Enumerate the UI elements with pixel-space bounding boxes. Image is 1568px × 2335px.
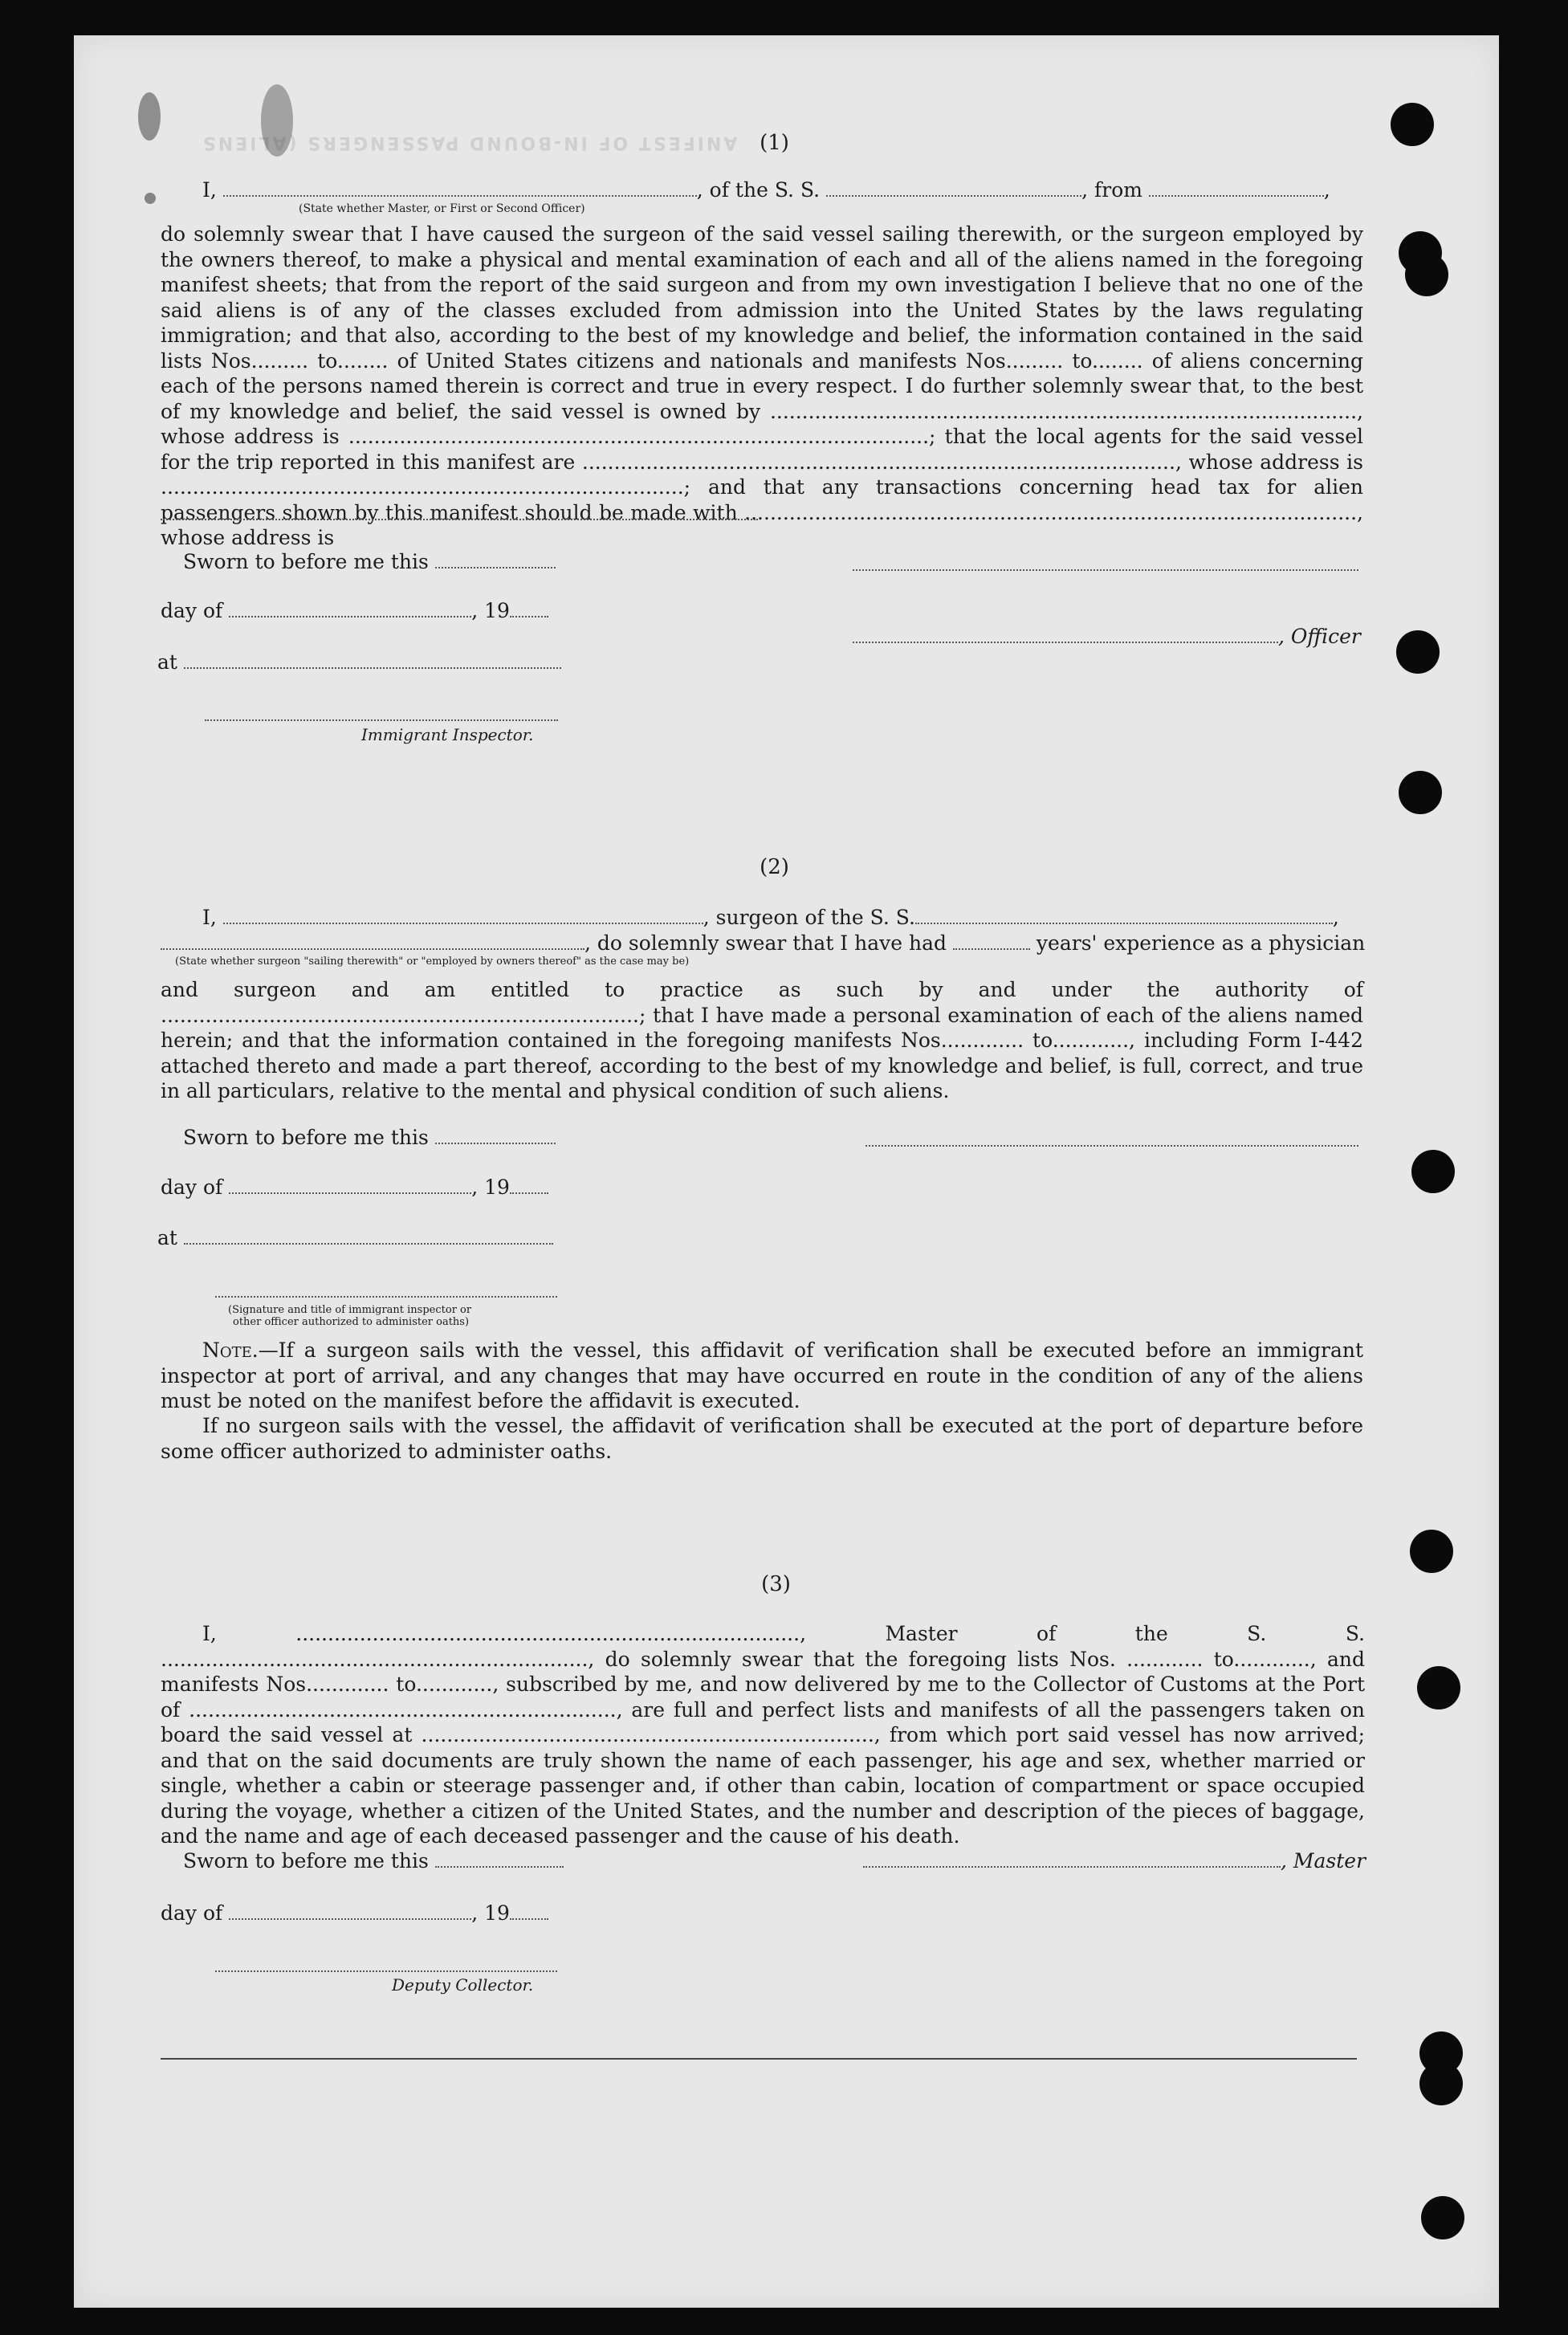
section-2-surgeon-signature-blank: [865, 1143, 1358, 1147]
years-text: years' experience as a physician: [1036, 931, 1366, 955]
day-of-label: day of: [161, 599, 223, 622]
sworn-label: Sworn to before me this: [183, 1126, 429, 1149]
section-2-note: [161, 1338, 1363, 1414]
oath-from: , from: [1081, 178, 1142, 202]
section-1-officer-title: [853, 625, 1361, 648]
section-2-sworn: [183, 1126, 556, 1149]
officer-name-blank: [223, 181, 697, 197]
from-port-blank: [1149, 181, 1324, 197]
officer-label: , Officer: [1278, 625, 1361, 648]
bottom-rule: [161, 2058, 1357, 2060]
vessel-name-blank: [826, 181, 1081, 197]
section-3-sworn: [183, 1849, 564, 1872]
at-label: at: [157, 1226, 177, 1249]
line-end: ,: [1332, 906, 1339, 929]
year-label: , 19: [471, 1901, 510, 1925]
section-1-number: (1): [760, 131, 789, 155]
year-blank: [510, 1178, 548, 1194]
at-place-blank: [184, 653, 561, 669]
signature-note-line-2: other officer authorized to administer oaths): [233, 1316, 470, 1328]
punch-hole: [1396, 630, 1440, 674]
signature-note-line-1: (Signature and title of immigrant inspector or: [228, 1304, 472, 1316]
section-3-number: (3): [761, 1572, 791, 1596]
note-text: —If a surgeon sails with the vessel, this affidavit of verification shall be executed before an immigrant inspector at port of arrival, and any changes that may have occurred en route in the condition of any of the aliens must be noted on the manifest before the affidavit is executed.: [161, 1339, 1363, 1412]
deputy-collector-caption: Deputy Collector.: [392, 1975, 534, 1995]
section-2-line-1: [202, 906, 1339, 929]
section-1-officer-note: (State whether Master, or First or Second Officer): [299, 202, 585, 215]
note-label: Note.: [202, 1339, 259, 1362]
sworn-day-blank: [435, 1852, 564, 1868]
section-1-body: do solemnly swear that I have caused the surgeon of the said vessel sailing therewith, or the surgeon employed by the owners thereof, to make a physical and mental examination of each and all of the aliens named in the foregoing manifest sheets; that from the report of the said surgeon and from my own investigation I believe that no one of the said aliens is of any of the classes excluded from admission into the United States by the laws regulating immigration; and that also, according to the best of my knowledge and belief, the information contained in the said lists Nos......... to........ of United States citizens and nationals and manifests Nos......... to........ of aliens concerning each of the persons named therein is correct and true in every respect. I do further solemnly swear that, to the best of my knowledge and belief, the said vessel is owned by ............................................................................................, whose address is ...........................................................................................; that the local agents for the said vessel for the trip reported in this manifest are ............................................................................................., whose address is ..................................................................................; and that any transactions concerning head tax for alien passengers shown by this manifest should be made with ................................................................................................, whose address is: [161, 222, 1363, 549]
section-1-day-of: [161, 599, 548, 622]
section-2-day-of: [161, 1176, 548, 1199]
oath-end: ,: [1323, 178, 1330, 202]
deputy-collector-signature-blank: [215, 1969, 557, 1972]
section-3-master: [863, 1849, 1366, 1872]
month-blank: [229, 1904, 471, 1920]
year-blank: [510, 601, 548, 617]
section-2-body: and surgeon and am entitled to practice as such by and under the authority of ...........................................................................; that I have made a personal examination of each of the aliens named herein; and that the information contained in the foregoing manifests Nos............. to............, including Form I-442 attached thereto and made a part thereof, according to the best of my knowledge and belief, is full, correct, and true in all particulars, relative to the mental and physical condition of such aliens.: [161, 978, 1363, 1102]
section-1-oath-line: [202, 178, 1330, 202]
section-1-officer-signature-blank: [853, 568, 1358, 571]
surgeon-of-ss: , surgeon of the S. S.: [703, 906, 915, 929]
oath-of-ss: , of the S. S.: [696, 178, 821, 202]
inspector-signature-blank: [205, 718, 558, 721]
year-label: , 19: [471, 599, 510, 622]
immigrant-inspector-caption: Immigrant Inspector.: [361, 725, 534, 744]
section-2-number: (2): [760, 855, 789, 879]
section-1-sworn: [183, 550, 556, 573]
officer-title-blank: [853, 627, 1278, 643]
punch-hole: [1399, 771, 1442, 814]
month-blank: [229, 601, 471, 617]
bleed-through-text: ANIFEST OF IN-BOUND PASSENGERS (ALIENS: [201, 132, 738, 153]
surgeon-name-blank: [223, 908, 703, 924]
at-place-blank: [184, 1229, 553, 1245]
punch-hole: [1419, 2062, 1463, 2105]
section-1-at: [157, 650, 561, 674]
master-signature-blank: [863, 1852, 1281, 1868]
surgeon-status-blank: [161, 934, 584, 950]
punch-hole: [1421, 2196, 1464, 2239]
section-3-day-of: [161, 1901, 548, 1925]
sworn-day-blank: [435, 1128, 556, 1144]
oath-i: I,: [202, 178, 217, 202]
year-blank: [510, 1904, 548, 1920]
sworn-day-blank: [435, 552, 556, 568]
month-blank: [229, 1178, 471, 1194]
ink-blot: [145, 193, 156, 204]
sworn-label: Sworn to before me this: [183, 1849, 429, 1872]
master-label: , Master: [1281, 1849, 1366, 1872]
punch-hole: [1405, 253, 1448, 296]
vessel-name-blank: [915, 908, 1333, 924]
swear-text: , do solemnly swear that I have had: [584, 931, 947, 955]
sworn-label: Sworn to before me this: [183, 550, 429, 573]
punch-hole: [1417, 1666, 1460, 1709]
punch-hole: [1411, 1150, 1455, 1193]
oath-i: I,: [202, 906, 217, 929]
section-2-note-2: If no surgeon sails with the vessel, the affidavit of verification shall be executed at the port of departure before some officer authorized to administer oaths.: [161, 1414, 1363, 1463]
at-label: at: [157, 650, 177, 674]
day-of-label: day of: [161, 1901, 223, 1925]
section-1-continuation-blank: [161, 517, 758, 520]
section-2-at: [157, 1226, 553, 1249]
section-3-body: I, ..............................................................................., Master of the S. S. ..................................................................., do solemnly swear that the foregoing lists Nos. ............ to............, and manifests Nos............. to............, subscribed by me, and now delivered by me to the Collector of Customs at the Port of ..................................................................., are full and perfect lists and manifests of all the passengers taken on board the said vessel at ......................................................................., from which port said vessel has now arrived; and that on the said documents are truly shown the name of each passenger, his age and sex, whether married or single, whether a cabin or steerage passenger and, if other than cabin, location of compartment or space occupied during the voyage, whether a citizen of the United States, and the number and description of the pieces of baggage, and the name and age of each deceased passenger and the cause of his death.: [161, 1622, 1365, 1848]
year-label: , 19: [471, 1176, 510, 1199]
punch-hole: [1410, 1530, 1453, 1573]
section-2-line-2: [161, 931, 1365, 955]
section-2-signature-blank: [215, 1294, 557, 1298]
years-blank: [953, 934, 1030, 950]
section-2-surgeon-note: (State whether surgeon "sailing therewith" or "employed by owners thereof" as the case may be): [175, 956, 690, 968]
day-of-label: day of: [161, 1176, 223, 1199]
